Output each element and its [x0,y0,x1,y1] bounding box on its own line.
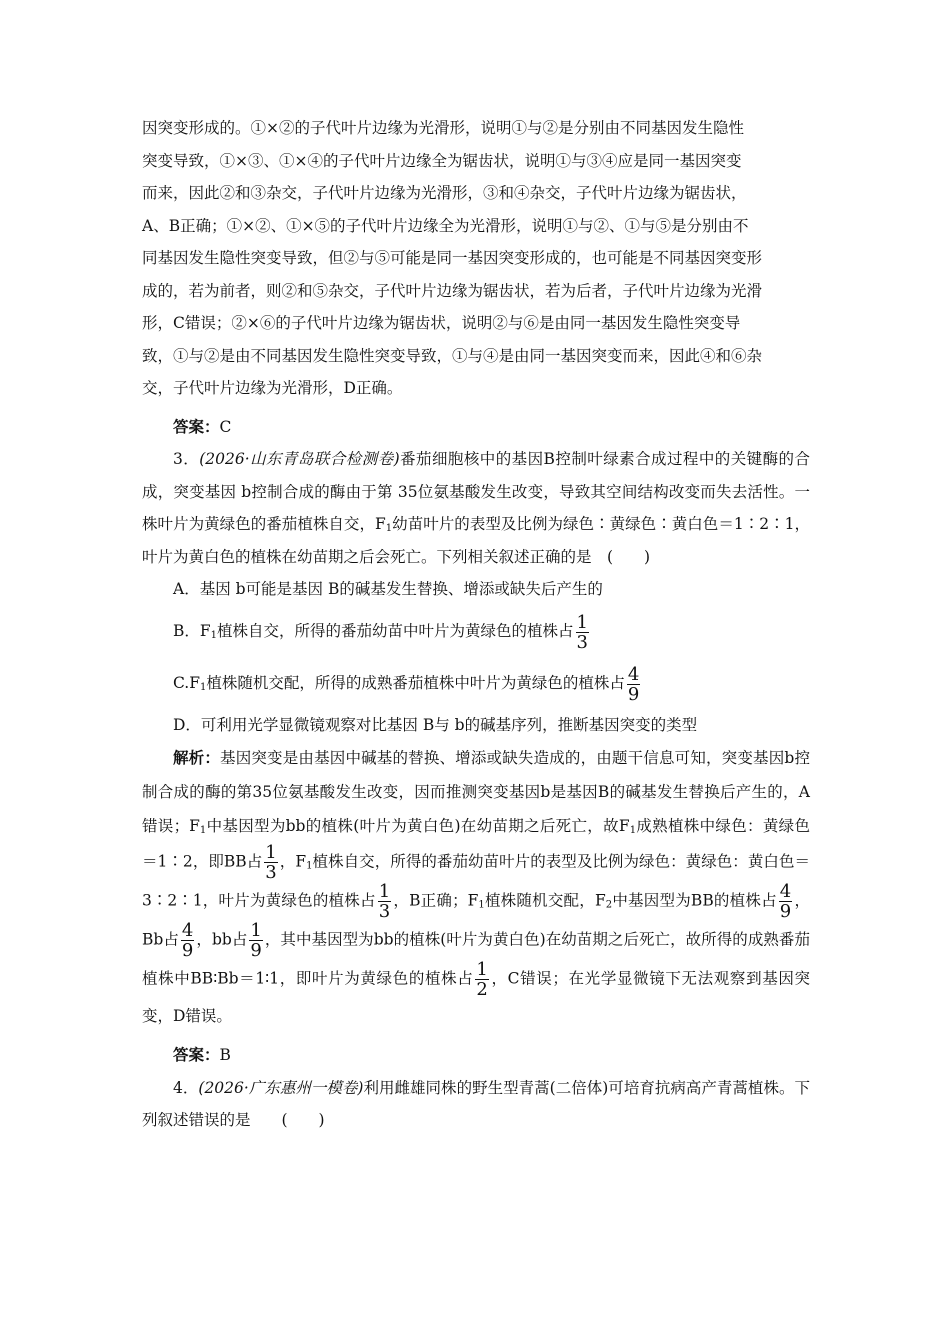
analysis-line: 同基因发生隐性突变导致，但②与⑤可能是同一基因突变形成的，也可能是不同基因突变形 [142,249,763,267]
text: 基因突变是由基因中碱基的替换、增添或缺失造成的，由题干信息可知，突变基因b控制合成的酶的第35位氨基酸发生改变，因而推测突变基因b是基因B的碱基发生替换后产生的，A错误；F [142,749,810,835]
option-c [142,657,810,709]
question-stem [142,443,810,573]
option-text: 植株随机交配，所得的成熟番茄植株中叶片为黄绿色的植株占 [206,674,625,692]
numerator: 4 [181,920,194,941]
analysis-line: 致，①与②是由不同基因发生隐性突变导致，①与④是由同一基因突变而来，因此④和⑥杂 [142,346,763,365]
numerator: 1 [476,959,488,980]
fraction [181,921,194,960]
denominator: 3 [576,631,588,653]
question-number: 4． [173,1078,199,1097]
analysis-label: 解析： [173,748,221,767]
option-b [142,605,810,657]
analysis-line: 交，子代叶片边缘为光滑形，D正确。 [142,379,403,397]
stem-text-tail: 幼苗叶片的表型及比例为绿色∶黄绿色∶黄白色＝1∶2∶1，叶片为黄白色的植株在幼苗期之后会死亡。下列相关叙述正确的是 ( ) [142,515,810,566]
analysis-3 [142,741,810,1033]
option-text: 植株自交，所得的番茄幼苗中叶片为黄绿色的植株占 [217,622,574,640]
numerator: 1 [265,842,277,863]
analysis-line: 而来，因此②和③杂交，子代叶片边缘为光滑形，③和④杂交，子代叶片边缘为锯齿状， [142,184,747,202]
text: 中基因型为BB的植株占 [612,891,777,910]
text: 植株自交，所得的番茄幼苗叶片的表型及比例为绿色：黄绿色：黄白色＝3∶2∶1，叶片为黄绿色的植株占 [142,852,810,910]
fraction [475,960,488,999]
question-stem [142,1072,810,1137]
numerator: 1 [250,920,262,941]
numerator: 4 [779,881,792,902]
option-label: B．F [173,622,211,640]
text: ，C错误；在光学显微镜下无法观察到基因突变，D错误。 [142,969,810,1025]
subscript: 1 [478,899,485,911]
text: 中基因型为bb的植株(叶片为黄白色)在幼苗期之后死亡，故F [206,817,630,835]
subscript: 1 [199,825,207,836]
analysis-line: 成的，若为前者，则②和⑤杂交，子代叶片边缘为锯齿状，若为后者，子代叶片边缘为光滑 [142,281,763,300]
denominator: 9 [181,940,194,961]
fraction [264,843,277,882]
analysis-line: 突变导致，①×③、①×④的子代叶片边缘全为锯齿状，说明①与③④应是同一基因突变 [142,151,742,170]
analysis-line: 形，C错误；②×⑥的子代叶片边缘为锯齿状，说明②与⑥是由同一基因发生隐性突变导 [142,314,741,332]
fraction [378,882,391,921]
option-label: C.F [173,674,200,692]
numerator: 1 [378,881,391,902]
analysis-line: A、B正确；①×②、①×⑤的子代叶片边缘全为光滑形，说明①与②、①与⑤是分别由不 [142,216,749,235]
subscript: 1 [210,630,218,641]
subscript: 1 [385,523,393,534]
question-3 [142,443,810,741]
denominator: 3 [378,901,391,922]
answer-value: B [219,1046,231,1064]
fraction [576,613,589,652]
subscript: 1 [306,860,313,872]
stem-text: 利用雌雄同株的野生型青蒿(二倍体)可培育抗病高产青蒿植株。下列叙述错误的是 ( ) [142,1078,810,1129]
text: ，F [279,852,307,871]
question-4 [142,1072,810,1137]
numerator: 4 [627,663,640,685]
subscript: 1 [629,825,637,836]
previous-analysis [142,112,810,405]
text: ，bb占 [196,930,248,949]
answer-label: 答案： [173,416,220,436]
text: 成熟植株中绿色：黄绿色＝1∶2，即BB占 [142,817,810,871]
text: ，Bb占 [142,891,810,949]
fraction [249,921,262,960]
stem-text: 番茄细胞核中的基因B控制叶绿素合成过程中的关键酶的合成，突变基因 b控制合成的酶由于第 35位氨基酸发生改变，导致其空间结构改变而失去活性。一株叶片为黄绿色的番茄植株自交，F [142,450,810,533]
numerator: 1 [576,611,588,633]
answer-label: 答案： [173,1045,220,1064]
denominator: 3 [265,862,277,883]
answer-3 [142,1039,810,1072]
text: ，B正确；F [393,891,479,910]
denominator: 9 [627,683,640,705]
analysis-line: 因突变形成的。①×②的子代叶片边缘为光滑形，说明①与②是分别由不同基因发生隐性 [142,119,744,137]
content-area [142,112,810,1137]
question-source: (2026·广东惠州一模卷) [198,1078,364,1097]
answer-value: C [219,417,232,436]
analysis-text [142,741,810,1033]
denominator: 2 [476,979,488,1000]
denominator: 9 [250,940,262,961]
text: 植株随机交配，F [484,891,606,910]
option-d: D．可利用光学显微镜观察对比基因 B与 b的碱基序列，推断基因突变的类型 [173,716,698,734]
denominator: 9 [779,901,792,922]
answer-2 [142,411,810,444]
question-number: 3． [173,450,200,468]
question-source: (2026·山东青岛联合检测卷) [199,450,400,468]
fraction [627,665,640,704]
text: ，其中基因型为bb的植株(叶片为黄白色)在幼苗期之后死亡，故所得的成熟番茄植株中BB∶Bb＝1∶1，即叶片为黄绿色的植株占 [142,930,810,988]
option-a: A．基因 b可能是基因 B的碱基发生替换、增添或缺失后产生的 [173,580,603,598]
subscript: 2 [605,899,613,911]
fraction [779,882,792,921]
subscript: 1 [200,682,207,693]
